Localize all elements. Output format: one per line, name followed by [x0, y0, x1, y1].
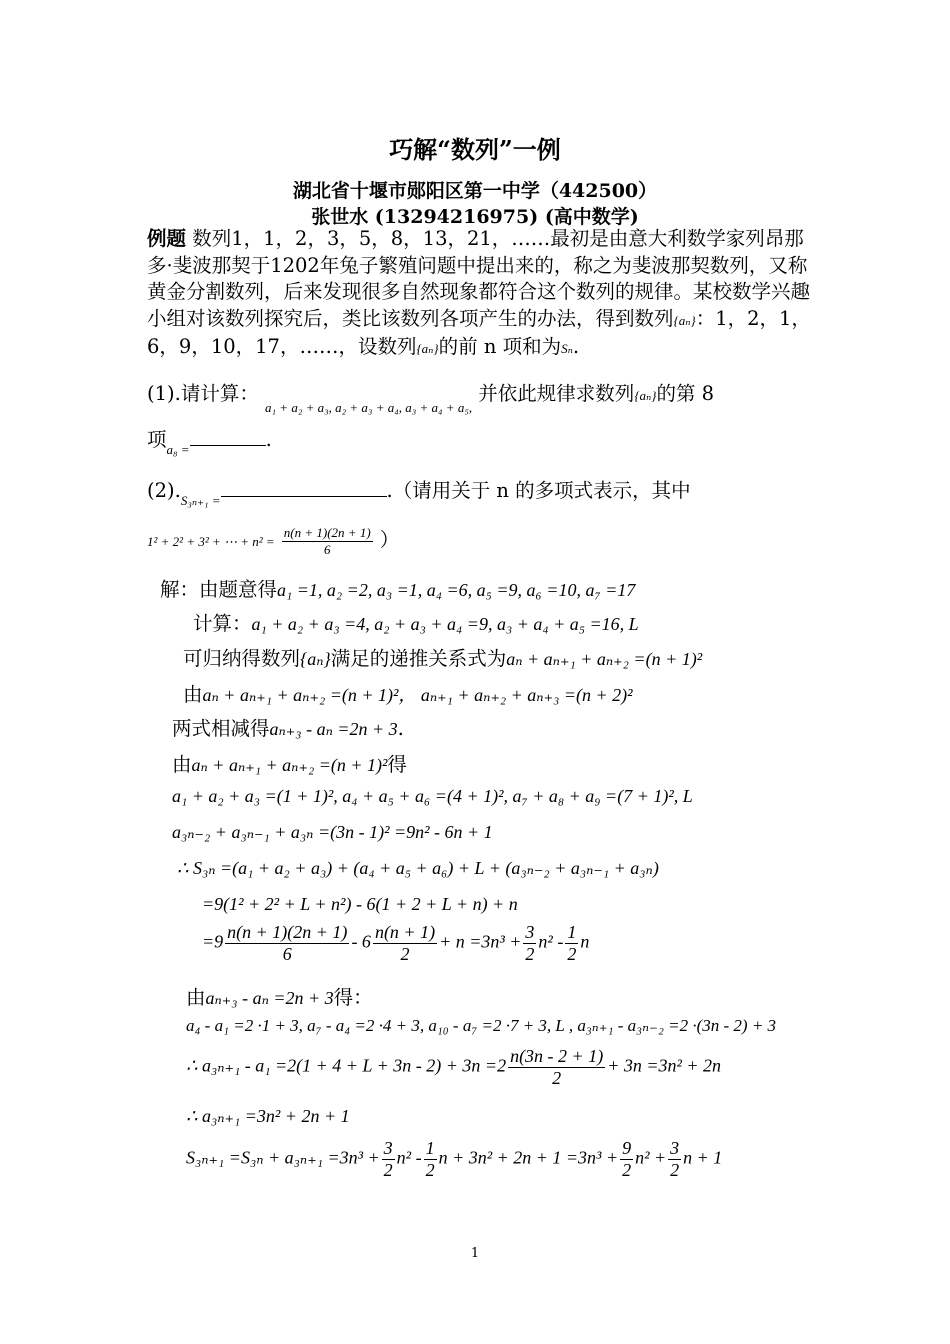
example-end: .	[572, 335, 580, 358]
q1-tail: 的第 8	[656, 382, 715, 405]
sol-line-2: 计算：a₁ + a₂ + a₃ =4, a₂ + a₃ + a₄ =9, a₃ + a₄ + a₅ =16, L	[193, 612, 639, 635]
q1-line2	[147, 424, 272, 457]
frac-3: $\frac{3}{2}$	[525, 922, 535, 964]
hint-end: ）	[379, 528, 400, 551]
q1-end: .	[265, 428, 272, 451]
q2-hint	[147, 524, 399, 558]
sol-line-14: ∴ a₃ₙ₊₁ - a₁ =2(1 + 4 + L + 3n - 2) + 3n =2 $\frac{n(3n - 2 + 1)}{2}$ + 3n =3n² + 2n	[186, 1046, 722, 1088]
example-text: 数列1，1，2，3，5，8，13，21，……最初是由意大利数学家列昂那多·斐波那契于1202年兔子繁殖问题中提出来的，称之为斐波那契数列，又称黄金分割数列，后来发现很多自然现象都符合这个数列的规律。某校数学兴趣小组对该数列探究后，类比该数列各项产生的办法，得到数列	[147, 227, 811, 330]
sol-line-1: 解：由题意得a₁ =1, a₂ =2, a₃ =1, a₄ =6, a₅ =9, a₆ =10, a₇ =17	[160, 578, 636, 601]
sol-line-6: 由aₙ + aₙ₊₁ + aₙ₊₂ =(n + 1)²得	[172, 753, 407, 776]
doc-title: 巧解“数列”一例	[389, 135, 561, 164]
example-label: 例题	[147, 227, 187, 250]
an-set-2: {aₙ}	[416, 341, 439, 356]
s3n1-symbol: S₃ₙ₊₁ =	[180, 493, 221, 508]
sn-symbol: Sₙ	[561, 341, 573, 356]
sol-line-3: 可归纳得数列{aₙ}满足的递推关系式为aₙ + aₙ₊₁ + aₙ₊₂ =(n + 1)²	[183, 647, 703, 670]
sol-line-8: a₃ₙ₋₂ + a₃ₙ₋₁ + a₃ₙ =(3n - 1)² =9n² - 6n + 1	[172, 822, 493, 842]
a8-symbol: a₈ =	[166, 442, 190, 457]
sol-line-7: a₁ + a₂ + a₃ =(1 + 1)², a₄ + a₅ + a₆ =(4 + 1)², a₇ + a₈ + a₉ =(7 + 1)², L	[172, 786, 693, 806]
frac-4: $\frac{1}{2}$	[567, 922, 577, 964]
q1-label: (1).请计算：	[147, 382, 259, 405]
an-set-3: {aₙ}	[634, 388, 657, 403]
sol-line-5: 两式相减得aₙ₊₃ - aₙ =2n + 3.	[172, 717, 404, 740]
hint-lhs: 1² + 2² + 3² + ⋯ + n² =	[147, 534, 275, 549]
sol-line-16: S₃ₙ₊₁ =S₃ₙ + a₃ₙ₊₁ =3n³ + $\frac{3}{2}$ n² - $\frac{1}{2}$ n + 3n² + 2n + 1 =3n³ + $\frac{9}{2}$ n² + $\frac{3}{2}$ n + 1	[186, 1138, 723, 1180]
q1-line2-start: 项	[147, 428, 167, 451]
q1-rest: 并依此规律求数列	[478, 382, 635, 405]
hint-fraction: $\frac{n(n + 1)(2n + 1)}{6}$	[283, 525, 371, 557]
sol-line-15: ∴ a₃ₙ₊₁ =3n² + 2n + 1	[186, 1106, 350, 1126]
frac-1: $\frac{n(n + 1)(2n + 1)}{6}$	[227, 922, 348, 964]
example-sum: 的前 n 项和为	[438, 335, 562, 358]
s3n1-answer-blank[interactable]	[221, 496, 387, 497]
q2-line	[147, 475, 691, 508]
a8-answer-blank[interactable]	[190, 445, 266, 446]
q1-expr: a₁ + a₂ + a₃, a₂ + a₃ + a₄, a₃ + a₄ + a₅,	[265, 400, 473, 415]
frac-2: $\frac{n(n + 1)}{2}$	[374, 922, 436, 964]
sol-line-12: 由aₙ₊₃ - aₙ =2n + 3得：	[186, 986, 373, 1009]
q2-note: .（请用关于 n 的多项式表示，其中	[386, 479, 691, 502]
q2-label: (2).	[147, 479, 181, 502]
sol-line-9: ∴ S₃ₙ =(a₁ + a₂ + a₃) + (a₄ + a₅ + a₆) + L + (a₃ₙ₋₂ + a₃ₙ₋₁ + a₃ₙ)	[177, 858, 659, 878]
frac-5: $\frac{n(3n - 2 + 1)}{2}$	[510, 1046, 604, 1088]
author-line: 张世水 (13294216975) (高中数学)	[311, 206, 639, 228]
sol-line-10: =9(1² + 2² + L + n²) - 6(1 + 2 + L + n) + n	[202, 894, 518, 914]
an-set-1: {aₙ}	[673, 312, 696, 328]
sol-line-4: 由aₙ + aₙ₊₁ + aₙ₊₂ =(n + 1)²， aₙ₊₁ + aₙ₊₂ + aₙ₊₃ =(n + 2)²	[183, 683, 633, 706]
example-seq: ：1，2，1，6，9，10，17，……，设数列	[147, 306, 811, 358]
school-line: 湖北省十堰市郧阳区第一中学（442500）	[292, 180, 658, 202]
q1-line	[147, 378, 715, 415]
example-paragraph	[147, 226, 817, 363]
page-number: 1	[470, 1246, 480, 1261]
sol-line-13: a₄ - a₁ =2 ·1 + 3, a₇ - a₄ =2 ·4 + 3, a₁₀ - a₇ =2 ·7 + 3, L , a₃ₙ₊₁ - a₃ₙ₋₂ =2 ·(3n - 2) + 3	[186, 1016, 777, 1035]
sol-line-11: =9 $\frac{n(n + 1)(2n + 1)}{6}$ - 6 $\frac{n(n + 1)}{2}$ + n =3n³ + $\frac{3}{2}$ n² - $\frac{1}{2}$ n	[202, 922, 590, 964]
